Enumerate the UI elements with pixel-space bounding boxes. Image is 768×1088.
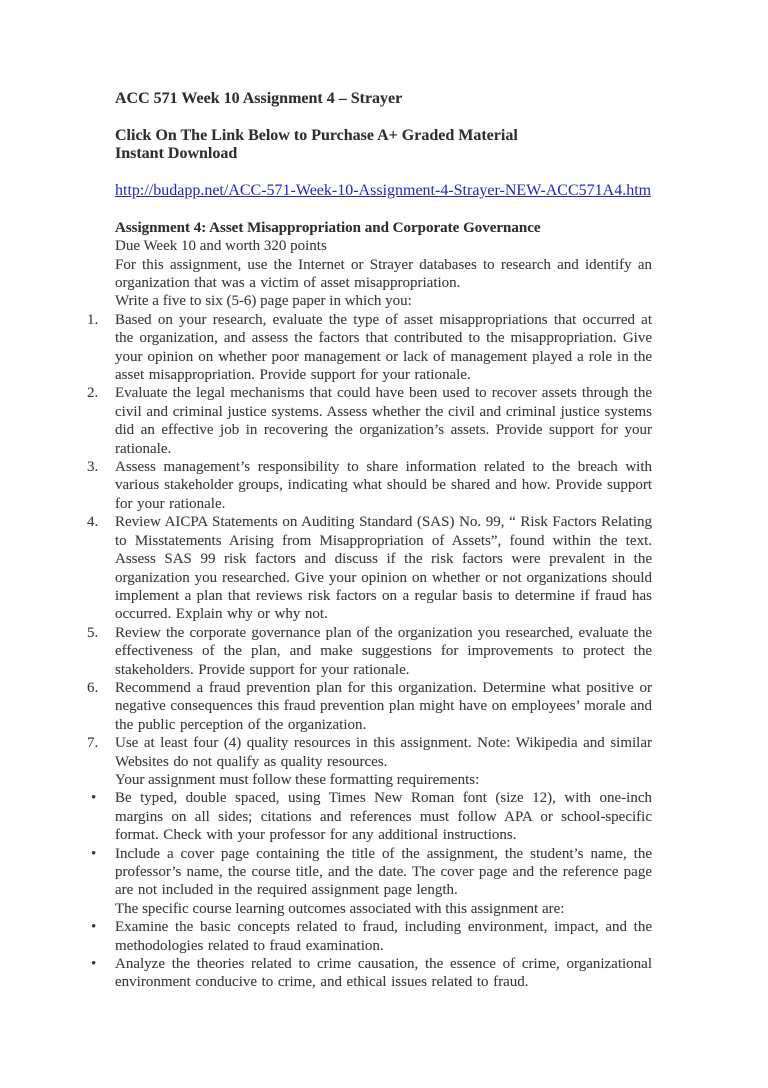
intro-paragraph: For this assignment, use the Internet or Strayer databases to research and identify an organization that was a victim of asset misappropriation. [115,256,652,292]
outcomes-list [115,918,652,992]
purchase-block [115,127,652,164]
formatting-list [115,789,652,899]
document-page [115,90,652,992]
requirements-list [115,311,652,771]
requirement-item: Based on your research, evaluate the type of asset misappropriations that occurred at the organization, and assess the factors that contributed to the misappropriation. Give your opinion on whether poor management or lack of management played a role in the asset misappropriation. Provide support for your rationale. [115,311,652,384]
formatting-intro: Your assignment must follow these formatting requirements: [115,771,480,788]
outcome-item: • Examine the basic concepts related to fraud, including environment, impact, and the methodologies related to fraud examination. [115,918,652,955]
formatting-item: • Include a cover page containing the title of the assignment, the student’s name, the professor’s name, the course title, and the date. The cover page and the reference page are not included in the required assignment page length. [115,845,652,900]
requirement-item: Assess management’s responsibility to share information related to the breach with various stakeholder groups, indicating what should be shared and how. Provide support for your rationale. [115,459,652,512]
document-title: ACC 571 Week 10 Assignment 4 – Strayer [115,90,403,107]
due-line: Due Week 10 and worth 320 points [115,238,327,255]
requirement-item: Use at least four (4) quality resources in this assignment. Note: Wikipedia and similar Websites do not qualify as quality resources. [115,735,652,770]
purchase-link-line [115,182,652,200]
write-instruction: Write a five to six (5-6) page paper in which you: [115,293,412,310]
requirement-item: Evaluate the legal mechanisms that could have been used to recover assets through the civil and criminal justice systems. Assess whether the civil and criminal justice systems did an effective job in recovering the organization’s assets. Provide support for your rationale. [115,385,652,457]
purchase-instruction: Click On The Link Below to Purchase A+ Graded Material [115,126,518,144]
requirement-item: Review AICPA Statements on Auditing Standard (SAS) No. 99, “ Risk Factors Relating to Misstatements Arising from Misappropriation of Assets”, found within the text. Assess SAS 99 risk factors and discuss if the risk factors were prevalent in the organization you researched. Give your opinion on whether or not organizations should implement a plan that reviews risk factors on a regular basis to determine if fraud has occurred. Explain why or why not. [115,514,652,623]
formatting-item: • Be typed, double spaced, using Times New Roman font (size 12), with one-inch margins on all sides; citations and references must follow APA or school-specific format. Check with your professor for any additional instructions. [115,789,652,844]
requirement-item: Recommend a fraud prevention plan for this organization. Determine what positive or negative consequences this fraud prevention plan might have on employees’ morale and the public perception of the organization. [115,679,652,733]
instant-download-label: Instant Download [115,145,238,163]
outcome-item: • Analyze the theories related to crime causation, the essence of crime, organizational environment conducive to crime, and ethical issues related to fraud. [115,955,652,992]
assignment-heading: Assignment 4: Asset Misappropriation and Corporate Governance [115,219,541,236]
purchase-link[interactable]: http://budapp.net/ACC-571-Week-10-Assignment-4-Strayer-NEW-ACC571A4.htm [115,182,652,199]
requirement-item: Review the corporate governance plan of the organization you researched, evaluate the effectiveness of the plan, and make suggestions for improvements to protect the stakeholders. Provide support for your rationale. [115,624,652,678]
outcomes-intro: The specific course learning outcomes associated with this assignment are: [115,900,565,917]
